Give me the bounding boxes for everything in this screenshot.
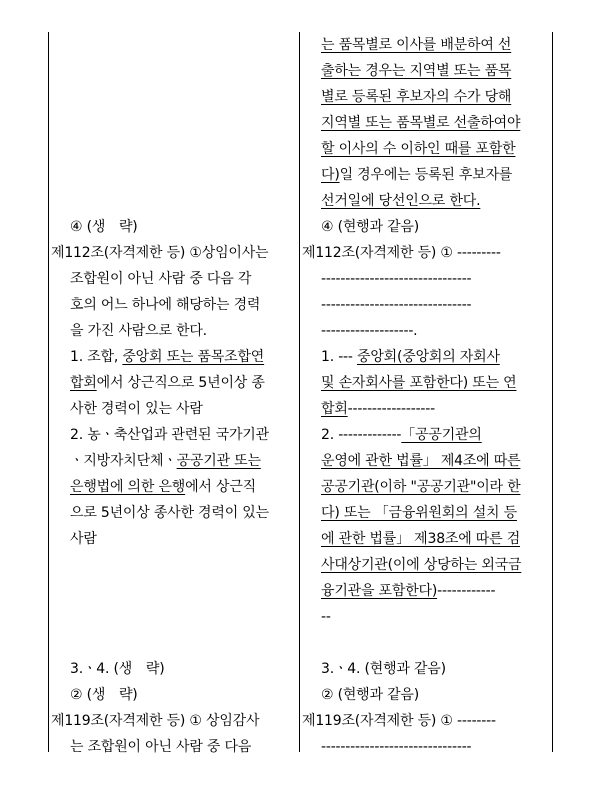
dash-span: ------------ [437,583,496,599]
item-2-line: 2. 농ㆍ축산업과 관련된 국가기관 [70,427,269,443]
text-span: 에서 상근직 [185,479,256,495]
text-line: 사람 [70,531,97,547]
item-2-line [305,448,548,474]
item-2-line [305,526,548,552]
dash-line: -- [321,609,331,625]
dash-line: -------------------. [321,323,418,339]
dash-line: ------------------------------- [321,297,472,313]
paragraph-4-omitted: ④ (생 략) [70,219,138,235]
dash-line: ------------------------------- [321,739,472,755]
dash-span: ------------------ [347,401,435,417]
amended-underlined-text: 에 관한 법률」 제38조에 따른 검 [321,531,521,547]
amended-underlined-text: 선거일에 당선인으로 한다. [321,193,481,209]
table-left-border [48,32,49,752]
item-2-line [305,552,548,578]
text-line: 을 가진 사람으로 한다. [70,323,207,339]
amended-underlined-text: 「공공기관의 [401,427,482,443]
article-112-heading: 제112조(자격제한 등) ①상임이사는 [51,245,269,261]
amended-underlined-text: 다) 또는 「금융위원회의 설치 등 [321,505,517,521]
amended-underlined-text: 지역별 또는 품목별로 선출하여야 [321,115,521,131]
item-2-line [305,500,548,526]
amended-underlined-text: 중앙회(중앙회의 자회사 [357,349,500,365]
continued-text-line [305,110,548,136]
amended-underlined-text: 합회 [321,401,348,417]
text-line: 조합원이 아닌 사람 중 다음 각 [70,271,252,287]
item-2-line [54,448,294,474]
item-2-line [305,474,548,500]
amended-underlined-text: 는 품목별로 이사를 배분하여 선 [321,37,512,53]
paragraph-2-omitted: ② (생 략) [70,687,138,703]
text-span: 에서 상근직으로 5년이상 종 [96,375,265,391]
items-3-4-omitted: 3.ㆍ4. (생 략) [70,661,165,677]
continued-text-line [305,58,548,84]
item-1-line [305,344,548,370]
item-1-prefix: 1. --- [321,349,358,365]
article-119-heading: 제119조(자격제한 등) ① 상임감사 [51,713,260,729]
amended-underlined-text: 출하는 경우는 지역별 또는 품목 [321,63,512,79]
item-1-prefix: 1. 조합, [70,349,123,365]
amended-underlined-text: 은행법에 의한 은행 [70,479,186,495]
paragraph-4-unchanged: ④ (현행과 같음) [321,219,419,235]
item-1-line [54,370,294,396]
dash-line: ------------------------------- [321,271,472,287]
item-2-line [305,578,548,604]
text-line: 호의 어느 하나에 해당하는 경력 [70,297,261,313]
article-119-heading: 제119조(자격제한 등) ① -------- [302,713,496,729]
current-law-column [51,32,294,760]
paragraph-2-unchanged: ② (현행과 같음) [321,687,419,703]
text-line: 으로 5년이상 종사한 경력이 있는 [70,505,269,521]
amended-underlined-text: 공공기관 또는 [176,453,261,469]
amended-underlined-text: 중앙회 또는 품목조합연 [122,349,265,365]
amended-underlined-text: 사대상기관(이에 상당하는 외국금 [321,557,522,573]
continued-text-line [305,162,548,188]
amendment-column [302,32,548,760]
item-1-line [54,344,294,370]
text-span: 일 경우에는 등록된 후보자를 [339,167,513,183]
continued-text-line [305,188,548,214]
text-line: 는 조합원이 아닌 사람 중 다음 [70,739,252,755]
continued-text-line [305,84,548,110]
item-1-line [305,396,548,422]
article-112-heading: 제112조(자격제한 등) ① --------- [302,245,501,261]
items-3-4-unchanged: 3.ㆍ4. (현행과 같음) [321,661,446,677]
amended-underlined-text: 및 손자회사를 포함한다) 또는 연 [321,375,517,391]
amended-underlined-text: 공공기관(이하 "공공기관"이라 한 [321,479,521,495]
item-2-line [54,474,294,500]
continued-text-line [305,32,548,58]
text-line: 사한 경력이 있는 사람 [70,401,203,417]
table-right-border [552,32,553,752]
amended-underlined-text: 융기관을 포함한다) [321,583,438,599]
amended-underlined-text: 합회 [70,375,97,391]
table-center-divider [299,32,300,752]
amended-underlined-text: 다) [321,167,340,183]
continued-text-line [305,136,548,162]
amended-underlined-text: 별로 등록된 후보자의 수가 당해 [321,89,512,105]
item-2-line [305,422,548,448]
amended-underlined-text: 운영에 관한 법률」 제4조에 따른 [321,453,521,469]
amended-underlined-text: 할 이사의 수 이하인 때를 포함한 [321,141,516,157]
text-span: ㆍ지방자치단체ㆍ [70,453,177,469]
item-1-line [305,370,548,396]
item-2-prefix: 2. ------------- [321,427,402,443]
